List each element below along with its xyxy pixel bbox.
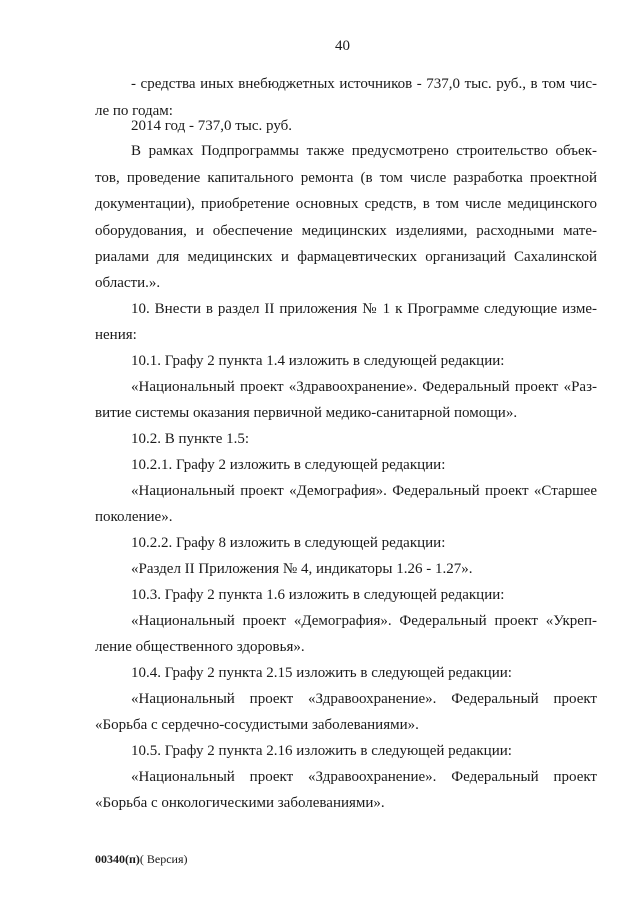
text-line: 2014 год - 737,0 тыс. руб. — [131, 118, 293, 134]
text-line: 10.3. Графу 2 пункта 1.6 изложить в следующей редакции: — [131, 587, 505, 603]
text-line: - средства иных внебюджетных источников - 737,0 тыс. руб., в том чис- — [131, 76, 597, 92]
footer-version: ( Версия) — [139, 852, 188, 866]
text-line: поколение». — [95, 509, 173, 525]
text-line: 10.5. Графу 2 пункта 2.16 изложить в следующей редакции: — [131, 743, 512, 759]
text-line: риалами для медицинских и фармацевтических организаций Сахалинской — [95, 249, 597, 265]
text-line: ление общественного здоровья». — [95, 639, 305, 655]
text-line: 10.1. Графу 2 пункта 1.4 изложить в следующей редакции: — [131, 353, 505, 369]
text-line: «Национальный проект «Здравоохранение». Федеральный проект — [131, 769, 597, 785]
text-line: «Национальный проект «Демография». Федеральный проект «Старшее — [131, 483, 597, 499]
text-line: нения: — [95, 327, 137, 343]
text-line: «Борьба с онкологическими заболеваниями». — [95, 795, 385, 811]
text-line: 10.2.1. Графу 2 изложить в следующей редакции: — [131, 457, 446, 473]
text-line: 10.2. В пункте 1.5: — [131, 431, 250, 447]
text-line: 10.2.2. Графу 8 изложить в следующей редакции: — [131, 535, 446, 551]
text-line: «Борьба с сердечно-сосудистыми заболеваниями». — [95, 717, 419, 733]
footer-code: 00340(п) — [95, 852, 140, 866]
text-line: «Национальный проект «Здравоохранение». Федеральный проект «Раз- — [131, 379, 597, 395]
text-line: «Национальный проект «Демография». Федеральный проект «Укреп- — [131, 613, 597, 629]
text-line: витие системы оказания первичной медико-санитарной помощи». — [95, 405, 518, 421]
text-line: ле по годам: — [95, 103, 173, 119]
text-line: документации), приобретение основных средств, в том числе медицинского — [95, 196, 597, 212]
text-line: «Национальный проект «Здравоохранение». Федеральный проект — [131, 691, 597, 707]
text-line: «Раздел II Приложения № 4, индикаторы 1.26 - 1.27». — [131, 561, 473, 577]
text-line: 10. Внести в раздел II приложения № 1 к Программе следующие изме- — [131, 301, 597, 317]
text-line: тов, проведение капитального ремонта (в том числе разработка проектной — [95, 170, 597, 186]
text-line: 10.4. Графу 2 пункта 2.15 изложить в следующей редакции: — [131, 665, 512, 681]
text-line: В рамках Подпрограммы также предусмотрено строительство объек- — [131, 143, 597, 159]
text-line: оборудования, и обеспечение медицинских изделиями, расходными мате- — [95, 223, 597, 239]
text-line: области.». — [95, 275, 161, 291]
page-number: 40 — [335, 38, 350, 54]
document-footer — [95, 852, 188, 867]
